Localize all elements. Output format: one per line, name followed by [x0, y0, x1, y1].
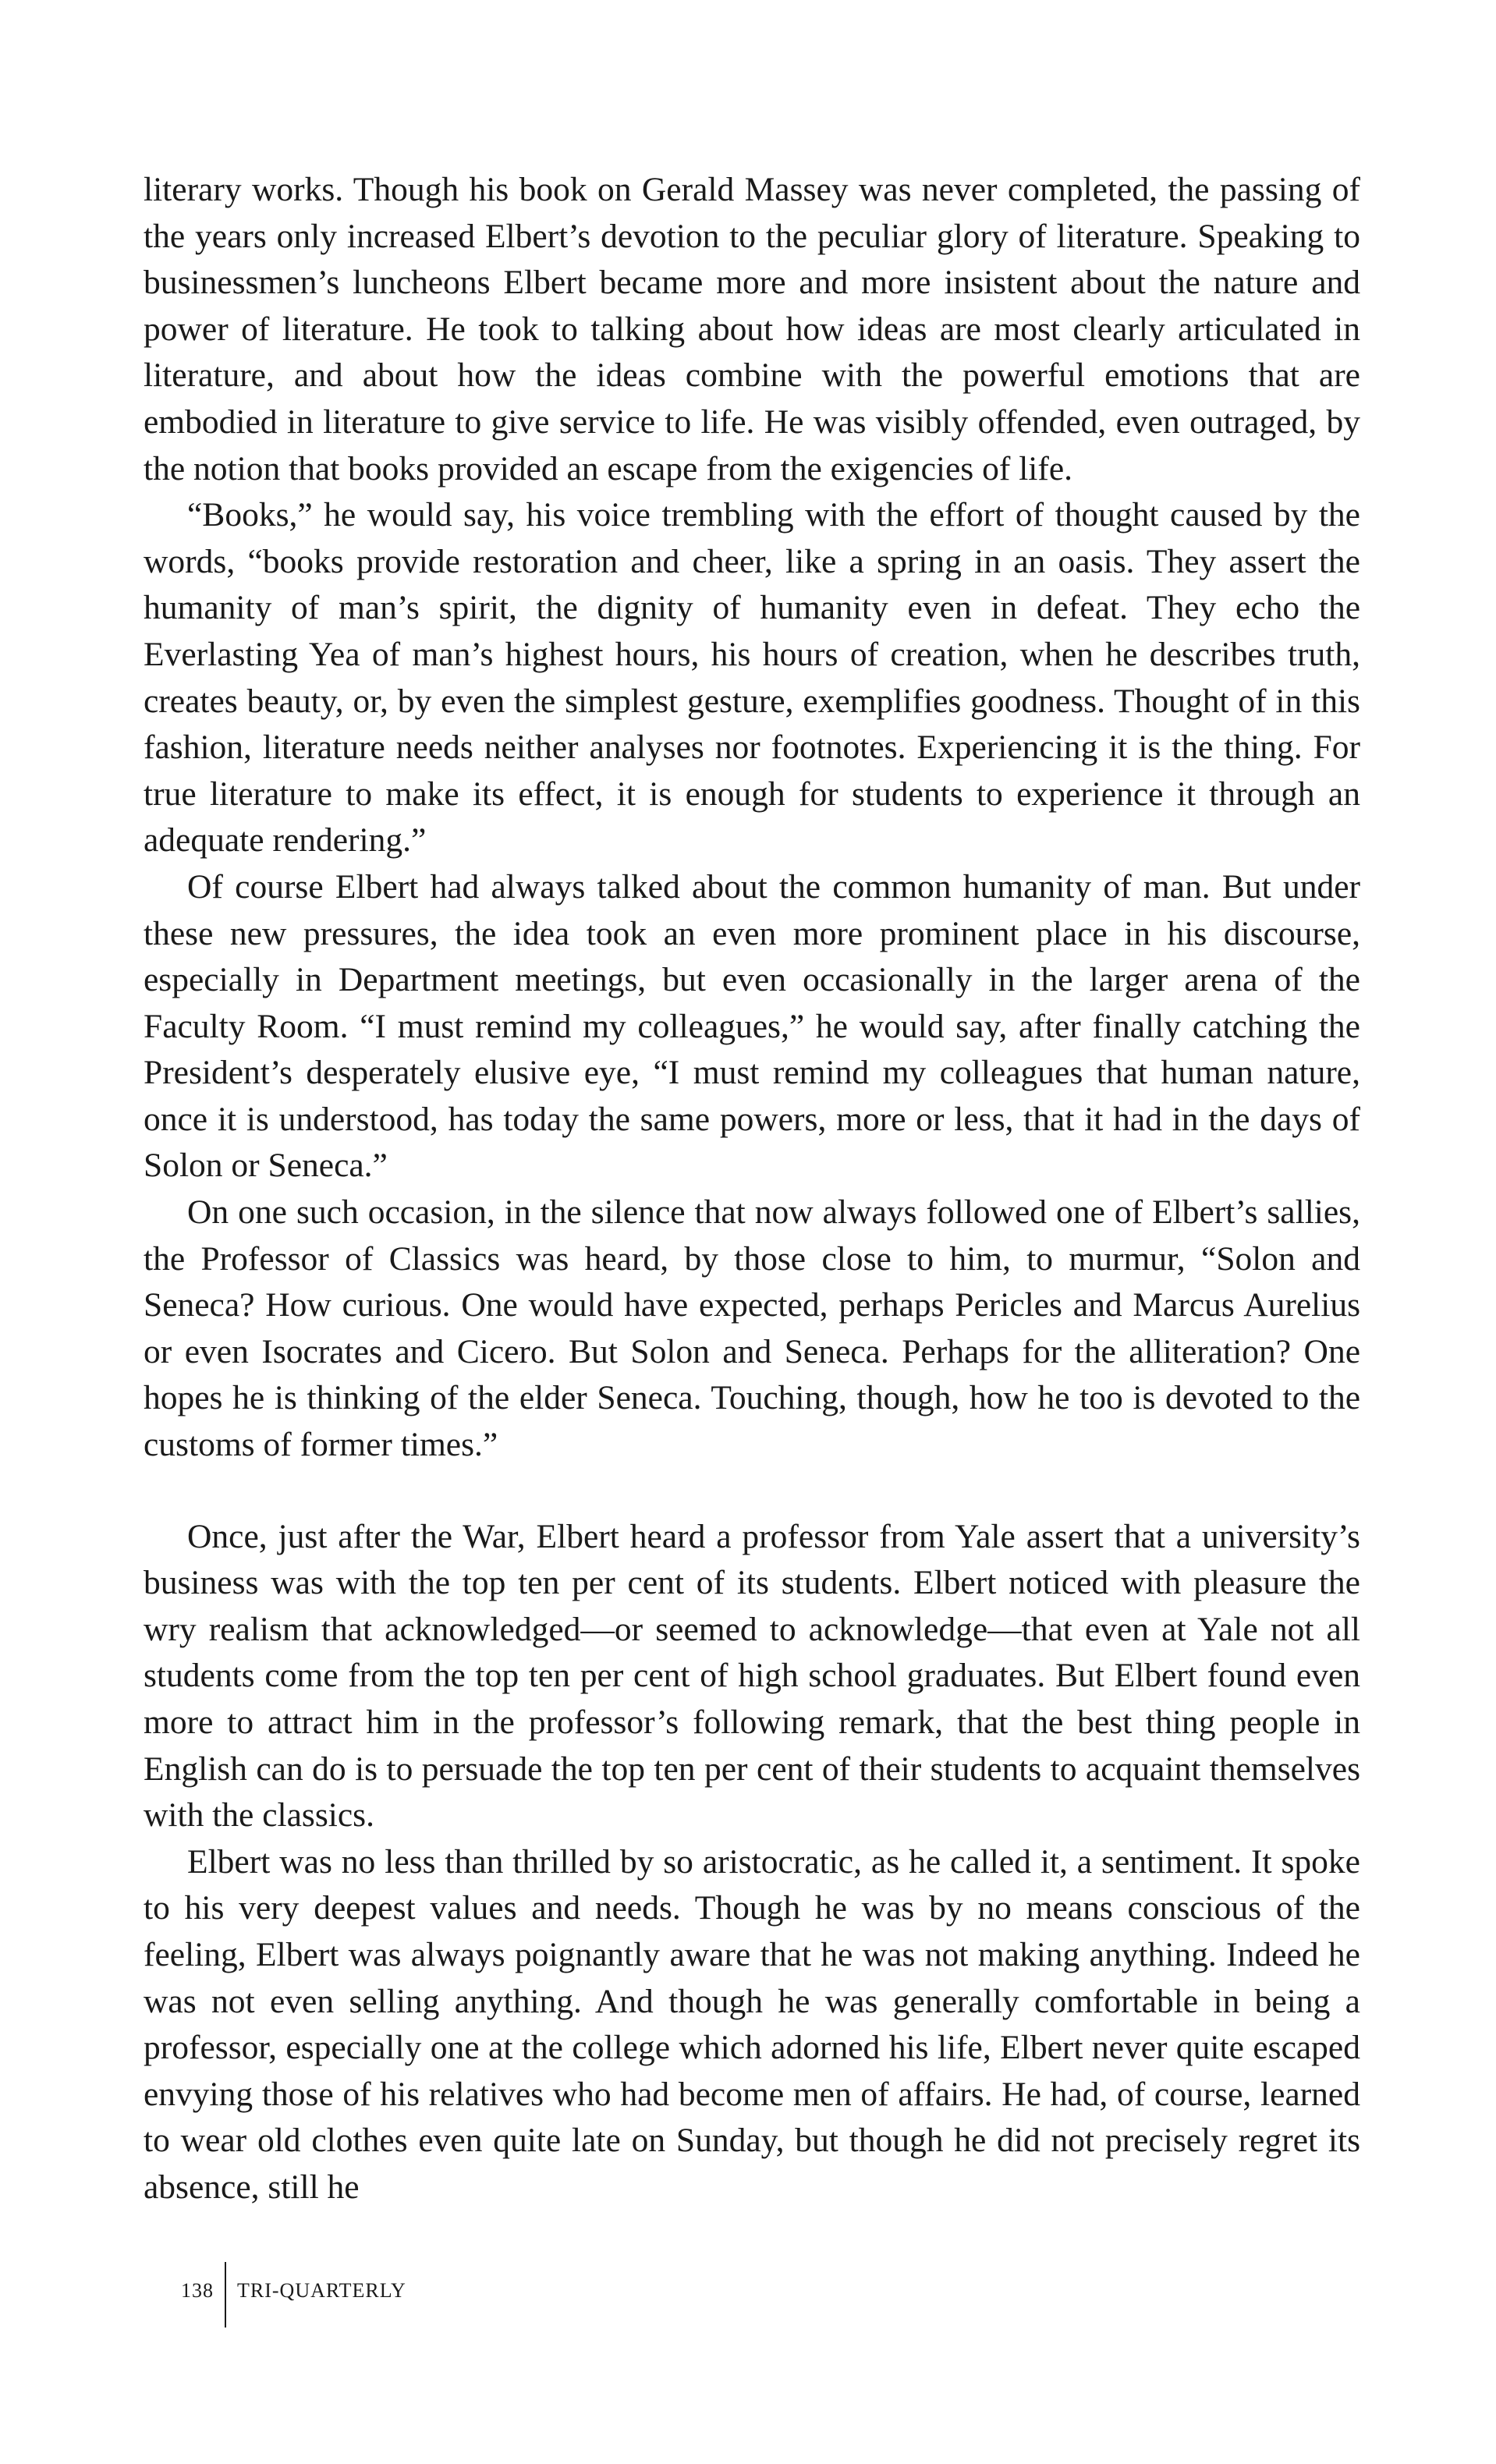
- body-text: [144, 167, 1360, 2211]
- page-number: 138: [181, 2279, 214, 2302]
- paragraph-5: Once, just after the War, Elbert heard a professor from Yale assert that a university’s business was with the top ten per cent of its students. Elbert noticed with pleasure the wry realism that acknowledged—or seemed to acknowledge—that even at Yale not all students come from the top ten per cent of high school graduates. But Elbert found even more to attract him in the professor’s following remark, that the best thing people in English can do is to persuade the top ten per cent of their students to acquaint themselves with the classics.: [144, 1517, 1360, 1835]
- journal-title: TRI-QUARTERLY: [237, 2279, 406, 2302]
- paragraph-2: “Books,” he would say, his voice trembling with the effort of thought caused by the words, “books provide restoration and cheer, like a spring in an oasis. They assert the humanity of man’s spirit, the dignity of humanity even in defeat. They echo the Everlasting Yea of man’s highest hours, his hours of creation, when he describes truth, creates beauty, or, by even the simplest gesture, exemplifies goodness. Thought of in this fashion, literature needs neither analyses nor footnotes. Experiencing it is the thing. For true literature to make its effect, it is enough for students to experience it through an adequate rendering.”: [144, 496, 1360, 860]
- paragraph-3: Of course Elbert had always talked about the common humanity of man. But under these new pressures, the idea took an even more prominent place in his discourse, especially in Department meetings, but even occasionally in the larger arena of the Faculty Room. “I must remind my colleagues,” he would say, after finally catching the President’s desperately elusive eye, “I must remind my colleagues that human nature, once it is understood, has today the same powers, more or less, that it had in the days of Solon or Seneca.”: [144, 867, 1360, 1185]
- paragraph-6: Elbert was no less than thrilled by so aristocratic, as he called it, a sentiment. It spoke to his very deepest values and needs. Though he was by no means conscious of the feeling, Elbert was always poignantly aware that he was not making anything. Indeed he was not even selling anything. And though he was generally comfortable in being a professor, especially one at the college which adorned his life, Elbert never quite escaped envying those of his relatives who had become men of affairs. He had, of course, learned to wear old clothes even quite late on Sunday, but though he did not precisely regret its absence, still he: [144, 1842, 1360, 2206]
- paragraph-4: On one such occasion, in the silence that now always followed one of Elbert’s sallies, the Professor of Classics was heard, by those close to him, to murmur, “Solon and Seneca? How curious. One would have expected, perhaps Pericles and Marcus Aurelius or even Isocrates and Cicero. But Solon and Seneca. Perhaps for the alliteration? One hopes he is thinking of the elder Seneca. Touching, though, how he too is devoted to the customs of former times.”: [144, 1193, 1360, 1464]
- page-footer: [181, 2262, 406, 2332]
- paragraph-1: literary works. Though his book on Gerald Massey was never completed, the passing of the years only increased Elbert’s devotion to the peculiar glory of literature. Speaking to businessmen’s luncheons Elbert became more and more insistent about the nature and power of literature. He took to talking about how ideas are most clearly articulated in literature, and about how the ideas combine with the powerful emotions that are embodied in literature to give service to life. He was visibly offended, even outraged, by the notion that books provided an escape from the exigencies of life.: [144, 171, 1360, 487]
